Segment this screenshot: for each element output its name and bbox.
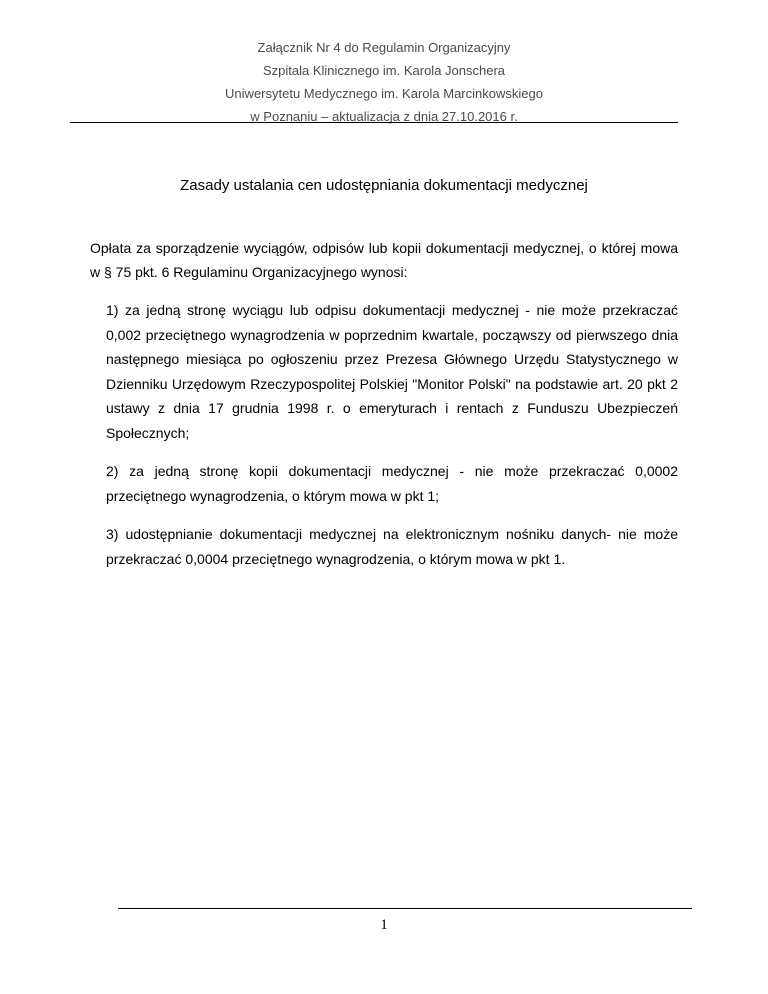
page-number: 1 [380,917,388,933]
fee-item-copy: 2) za jedną stronę kopii dokumentacji medycznej - nie może przekraczać 0,0002 przeciętnego wynagrodzenia, o którym mowa w pkt 1; [106,463,678,504]
page-header [0,36,768,128]
fee-item-electronic: 3) udostępnianie dokumentacji medycznej na elektronicznym nośniku danych- nie może przekraczać 0,0004 przeciętnego wynagrodzenia, o którym mowa w pkt 1. [106,526,678,567]
fee-list [106,298,678,585]
header-line-update-date: w Poznaniu – aktualizacja z dnia 27.10.2016 r. [250,109,518,124]
header-line-university: Uniwersytetu Medycznego im. Karola Marcinkowskiego [225,86,543,101]
header-line-hospital: Szpitala Klinicznego im. Karola Jonschera [262,63,506,78]
document-title: Zasady ustalania cen udostępniania dokumentacji medycznej [180,177,588,194]
fee-item-extract: 1) za jedną stronę wyciągu lub odpisu dokumentacji medycznej - nie może przekraczać 0,002 przeciętnego wynagrodzenia w poprzednim kwartale, począwszy od pierwszego dnia następnego miesiąca po ogłoszeniu przez Prezesa Głównego Urzędu Statystycznego w Dzienniku Urzędowym Rzeczypospolitej Polskiej "Monitor Polski" na podstawie art. 20 pkt 2 ustawy z dnia 17 grudnia 1998 r. o emeryturach i rentach z Funduszu Ubezpieczeń Społecznych; [106,302,678,441]
header-divider [70,122,678,123]
header-line-annex: Załącznik Nr 4 do Regulamin Organizacyjny [257,40,511,55]
intro-paragraph: Opłata za sporządzenie wyciągów, odpisów lub kopii dokumentacji medycznej, o której mowa w § 75 pkt. 6 Regulaminu Organizacyjnego wynosi: [90,240,678,280]
footer-divider [118,908,692,909]
